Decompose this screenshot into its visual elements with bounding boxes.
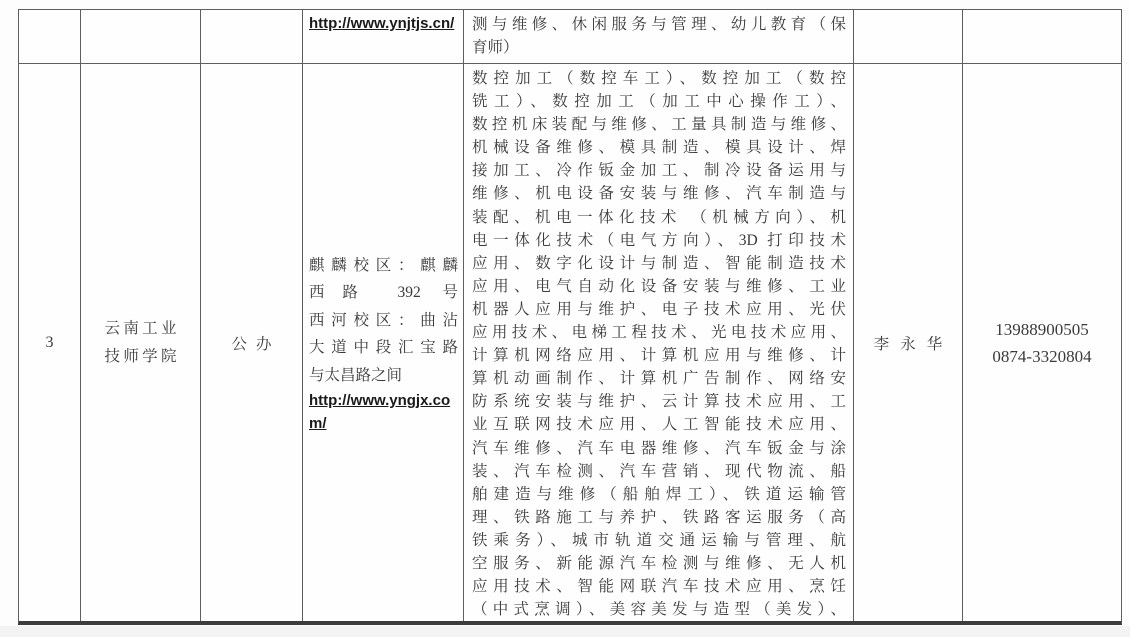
cell-cont-contact — [854, 10, 963, 64]
cell-row3-phone — [963, 64, 1121, 621]
cell-cont-phone — [963, 10, 1121, 64]
cell-row3-majors: 数控加工（数控车工）、数控加工（数控 铣工）、数控加工（加工中心操作工）、 数控机床装配与维修、工量具制造与维修、 机械设备维修、模具制造、模具设计、焊 接加工、冷作钣金加工、制冷设备运用与 维修、机电设备安装与维修、汽车制造与 装配、机电一体化技术 （机械方向）、机 电一体化技术（电气方向）、3D 打印技术 应用、数字化设计与制造、智能制造技术 应用、电气自动化设备安装与维修、工业 机器人应用与维护、电子技术应用、光伏 应用技术、电梯工程技术、光电技术应用、 计算机网络应用、计算机应用与维修、计 算机动画制作、计算机广告制作、网络安 防系统安装与维护、云计算技术应用、工 业互联网技术应用、人工智能技术应用、 汽车维修、汽车电器维修、汽车钣金与涂 装、汽车检测、汽车营销、现代物流、船 舶建造与维修（船舶焊工）、铁道运输管 理、铁路施工与养护、铁路客运服务（高 铁乘务）、城市轨道交通运输与管理、航 空服务、新能源汽车检测与维修、无人机 应用技术、智能网联汽车技术应用、烹饪 （中式烹调）、美容美发与造型（美发）、 — [464, 64, 854, 621]
cell-row3-school — [81, 64, 201, 621]
school-name: 云南工业技师学院 — [104, 319, 177, 365]
cell-cont-school — [81, 10, 201, 64]
cell-row3-contact — [854, 64, 963, 621]
address-text: 麒麟校区：麒麟 西路 392 号 西河校区：曲沾 大道中段汇宝路 与太昌路之间 — [309, 256, 458, 384]
cell-cont-address — [303, 10, 464, 64]
cell-cont-majors: 测与维修、休闲服务与管理、幼儿教育（保 育师） — [464, 10, 854, 64]
phone-numbers: 13988900505 0874-3320804 — [992, 319, 1092, 366]
cell-cont-index — [19, 10, 81, 64]
cell-row3-type — [201, 64, 303, 621]
school-info-table — [18, 9, 1122, 625]
cell-cont-type — [201, 10, 303, 64]
website-link-yngjx[interactable]: http://www.yngjx.com/ — [309, 392, 451, 433]
cell-row3-address — [303, 64, 464, 621]
row-index: 3 — [45, 333, 54, 351]
cell-row3-index — [19, 64, 81, 621]
school-type: 公办 — [231, 335, 281, 353]
website-link-ynjtjs[interactable]: http://www.ynjtjs.cn/ — [309, 15, 455, 32]
scan-bottom-edge — [0, 626, 1130, 637]
contact-name: 李永华 — [873, 335, 954, 353]
